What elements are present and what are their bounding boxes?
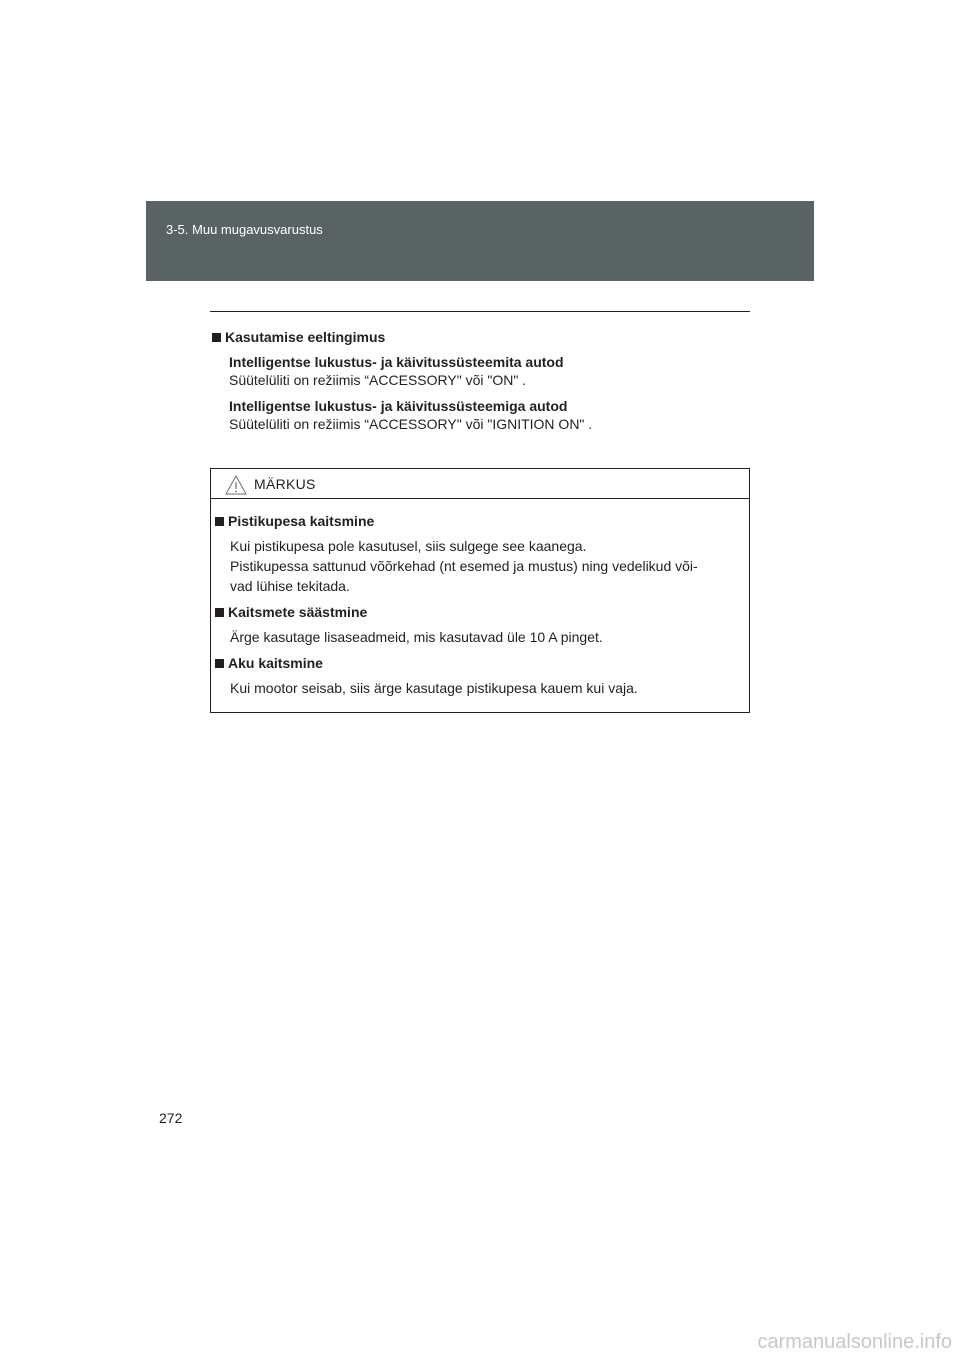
- notice-item: [215, 655, 745, 698]
- condition-item: [212, 353, 748, 389]
- usage-heading: Kasutamise eeltingimus: [212, 329, 748, 345]
- condition-text: Süütelüliti on režiimis “ACCESSORY" või "IGNITION ON" .: [229, 416, 593, 432]
- notice-line: Kui pistikupesa pole kasutusel, siis sulgege see kaanega.: [230, 538, 587, 554]
- condition-text: Süütelüliti on režiimis “ACCESSORY" või "ON" .: [229, 372, 527, 388]
- notice-header: [211, 469, 749, 499]
- notice-body: [211, 499, 749, 698]
- notice-line: vad lühise tekitada.: [230, 578, 350, 594]
- usage-conditions: [212, 329, 748, 441]
- square-bullet-icon: [215, 517, 224, 526]
- notice-line: Ärge kasutage lisaseadmeid, mis kasutavad üle 10 A pinget.: [230, 629, 603, 645]
- chapter-header: [146, 201, 814, 281]
- notice-item-heading: Aku kaitsmine: [215, 655, 745, 671]
- watermark-link[interactable]: carmanualsonline.info: [757, 1331, 952, 1353]
- square-bullet-icon: [215, 608, 224, 617]
- divider: [210, 311, 750, 312]
- notice-line: Kui mootor seisab, siis ärge kasutage pistikupesa kauem kui vaja.: [230, 680, 638, 696]
- page-number: 272: [159, 1110, 183, 1126]
- notice-item-heading: Pistikupesa kaitsmine: [215, 513, 745, 529]
- warning-triangle-icon: [225, 475, 247, 495]
- condition-title: Intelligentse lukustus- ja käivitussüsteemita autod: [229, 354, 564, 370]
- condition-item: [212, 397, 748, 433]
- notice-line: Pistikupessa sattunud võõrkehad (nt esemed ja mustus) ning vedelikud või-: [230, 558, 698, 574]
- square-bullet-icon: [215, 659, 224, 668]
- notice-box: [210, 468, 750, 713]
- notice-item: [215, 513, 745, 596]
- square-bullet-icon: [212, 333, 221, 342]
- condition-title: Intelligentse lukustus- ja käivitussüsteemiga autod: [229, 398, 568, 414]
- notice-title: MÄRKUS: [254, 476, 316, 492]
- notice-item-heading: Kaitsmete säästmine: [215, 604, 745, 620]
- section-title: 3-5. Muu mugavusvarustus: [166, 222, 323, 237]
- notice-item: [215, 604, 745, 647]
